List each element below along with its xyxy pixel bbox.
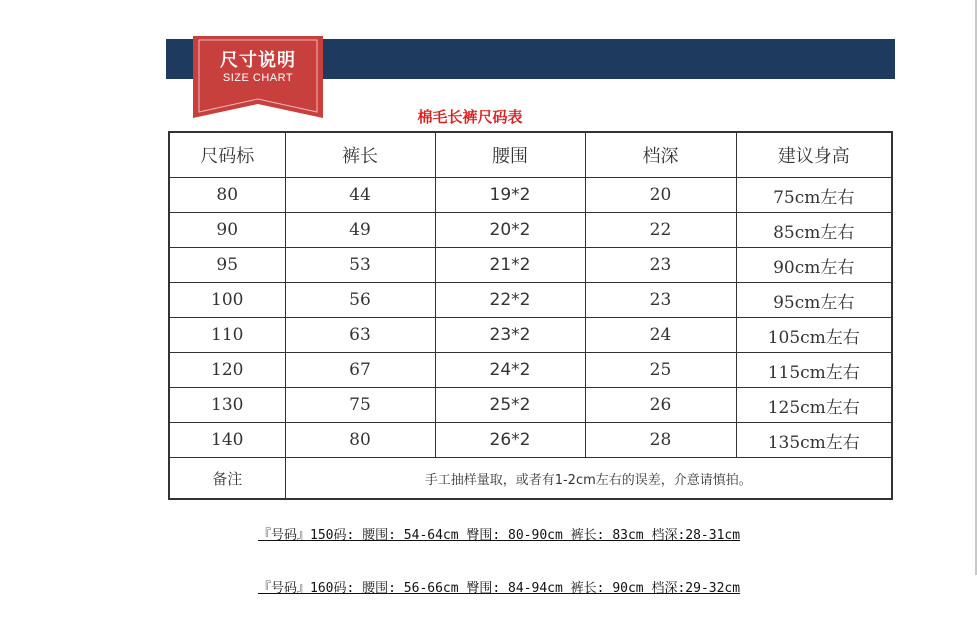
cell-rise: 23 xyxy=(585,283,736,318)
badge-subtitle: SIZE CHART xyxy=(222,72,294,84)
note-text: 手工抽样量取，或者有1-2cm左右的误差，介意请慎拍。 xyxy=(285,458,892,500)
cell-height: 135cm左右 xyxy=(736,423,892,458)
cell-waist: 19*2 xyxy=(435,178,585,213)
cell-rise: 23 xyxy=(585,248,736,283)
size-chart-badge xyxy=(193,36,323,116)
cell-size: 95 xyxy=(169,248,285,283)
table-row xyxy=(169,353,892,388)
cell-length: 67 xyxy=(285,353,435,388)
cell-size: 100 xyxy=(169,283,285,318)
cell-rise: 22 xyxy=(585,213,736,248)
badge-title: 尺寸说明 xyxy=(220,50,296,71)
cell-size: 90 xyxy=(169,213,285,248)
cell-length: 49 xyxy=(285,213,435,248)
cell-waist: 24*2 xyxy=(435,353,585,388)
cell-length: 63 xyxy=(285,318,435,353)
table-row xyxy=(169,423,892,458)
cell-waist: 20*2 xyxy=(435,213,585,248)
cell-waist: 26*2 xyxy=(435,423,585,458)
table-row xyxy=(169,178,892,213)
cell-rise: 24 xyxy=(585,318,736,353)
cell-length: 44 xyxy=(285,178,435,213)
table-row xyxy=(169,213,892,248)
footer-size-160: 『号码』160码: 腰围: 56-66cm 臀围: 84-94cm 裤长: 90cm 档深:29-32cm xyxy=(258,581,741,596)
note-label: 备注 xyxy=(169,458,285,500)
cell-rise: 20 xyxy=(585,178,736,213)
column-header-height: 建议身高 xyxy=(736,132,892,178)
cell-rise: 28 xyxy=(585,423,736,458)
table-title: 棉毛长裤尺码表 xyxy=(417,108,523,126)
cell-length: 80 xyxy=(285,423,435,458)
table-row xyxy=(169,248,892,283)
cell-length: 56 xyxy=(285,283,435,318)
cell-height: 75cm左右 xyxy=(736,178,892,213)
table-row xyxy=(169,318,892,353)
note-row xyxy=(169,458,892,500)
table-row xyxy=(169,388,892,423)
cell-height: 105cm左右 xyxy=(736,318,892,353)
table-header-row xyxy=(169,132,892,178)
column-header-length: 裤长 xyxy=(285,132,435,178)
column-header-size: 尺码标 xyxy=(169,132,285,178)
table-row xyxy=(169,283,892,318)
cell-length: 75 xyxy=(285,388,435,423)
cell-size: 130 xyxy=(169,388,285,423)
cell-height: 125cm左右 xyxy=(736,388,892,423)
cell-height: 85cm左右 xyxy=(736,213,892,248)
column-header-rise: 档深 xyxy=(585,132,736,178)
cell-size: 140 xyxy=(169,423,285,458)
cell-size: 120 xyxy=(169,353,285,388)
cell-waist: 22*2 xyxy=(435,283,585,318)
cell-waist: 23*2 xyxy=(435,318,585,353)
footer-size-150: 『号码』150码: 腰围: 54-64cm 臀围: 80-90cm 裤长: 83cm 档深:28-31cm xyxy=(258,528,741,543)
cell-waist: 25*2 xyxy=(435,388,585,423)
cell-rise: 26 xyxy=(585,388,736,423)
cell-length: 53 xyxy=(285,248,435,283)
cell-size: 110 xyxy=(169,318,285,353)
cell-waist: 21*2 xyxy=(435,248,585,283)
cell-height: 90cm左右 xyxy=(736,248,892,283)
cell-size: 80 xyxy=(169,178,285,213)
cell-height: 95cm左右 xyxy=(736,283,892,318)
cell-rise: 25 xyxy=(585,353,736,388)
cell-height: 115cm左右 xyxy=(736,353,892,388)
column-header-waist: 腰围 xyxy=(435,132,585,178)
size-table xyxy=(168,131,893,500)
